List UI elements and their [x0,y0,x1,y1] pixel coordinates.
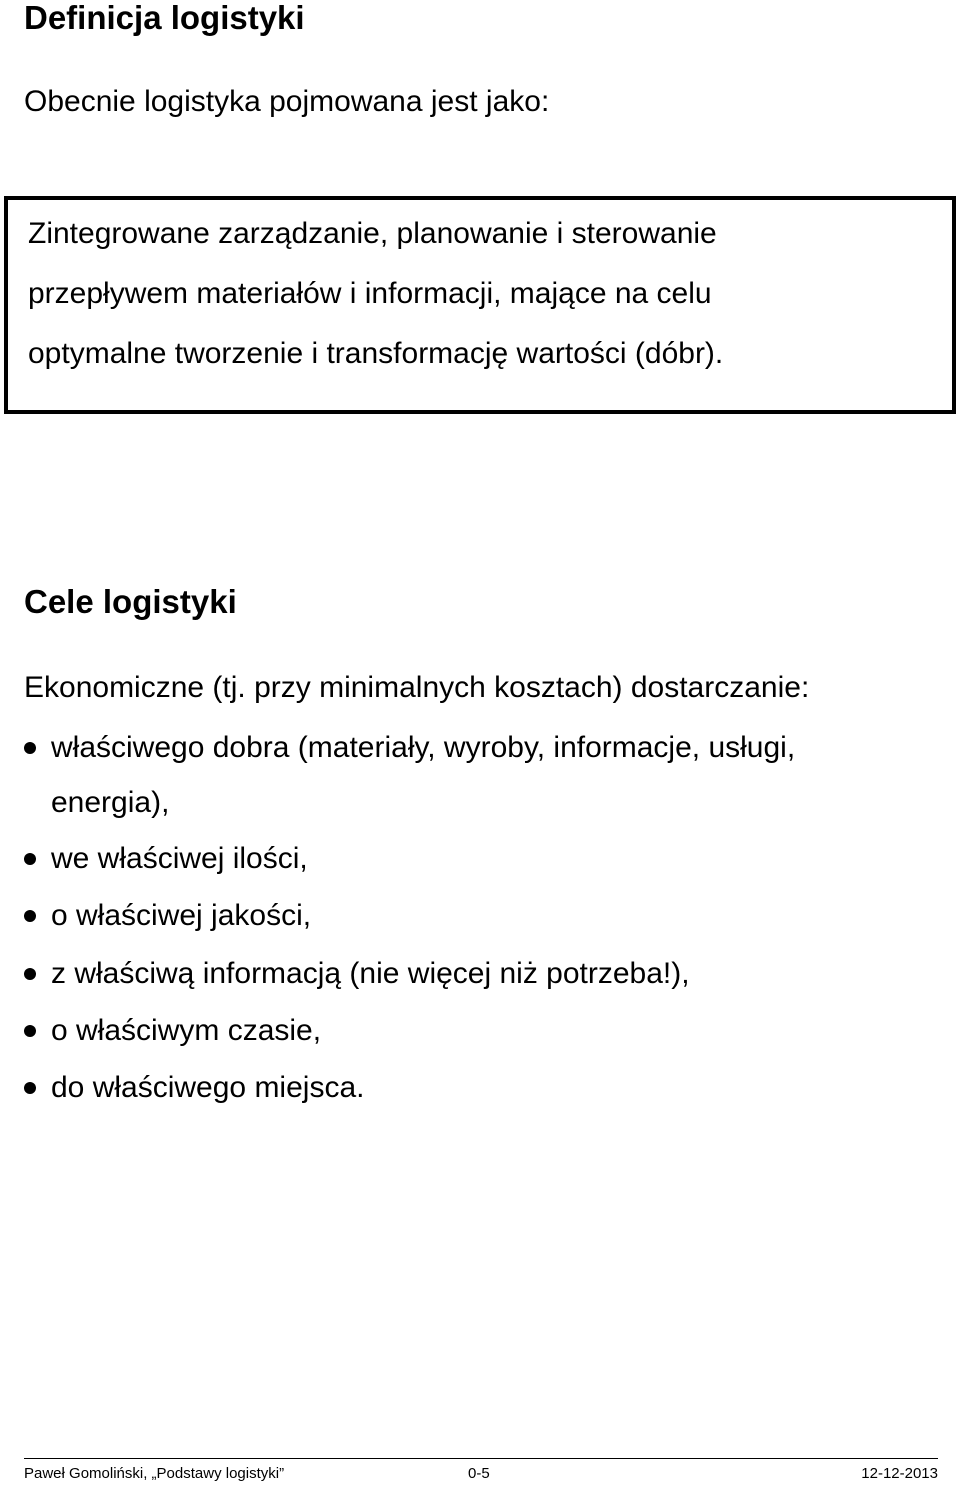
goals-lead-text: Ekonomiczne (tj. przy minimalnych kosztach) dostarczanie: [24,671,810,704]
definition-line: przepływem materiałów i informacji, mające na celu [28,277,712,310]
definition-line: optymalne tworzenie i transformację wartości (dóbr). [28,337,724,370]
bullet-icon [24,1082,36,1094]
list-item [0,728,960,768]
bullet-icon [24,968,36,980]
intro-text: Obecnie logistyka pojmowana jest jako: [24,85,550,118]
list-item [0,896,960,936]
footer-author-title: Paweł Gomoliński, „Podstawy logistyki” [24,1465,285,1482]
page-title: Definicja logistyki [24,0,305,36]
list-item-text: we właściwej ilości, [51,842,308,875]
list-item-text: o właściwym czasie, [51,1014,322,1047]
list-item-text: do właściwego miejsca. [51,1071,365,1104]
list-item [0,1068,960,1108]
list-item-text: właściwego dobra (materiały, wyroby, informacje, usługi, [51,731,796,764]
list-item-text: o właściwej jakości, [51,899,312,932]
list-item [0,1011,960,1051]
bullet-icon [24,910,36,922]
list-item [0,839,960,879]
footer-divider [24,1458,938,1459]
definition-line: Zintegrowane zarządzanie, planowanie i sterowanie [28,217,717,250]
list-item-text: z właściwą informacją (nie więcej niż potrzeba!), [51,957,690,990]
footer-date: 12-12-2013 [861,1465,938,1482]
list-item-continuation: energia), [51,786,170,819]
bullet-icon [24,742,36,754]
footer-page-number: 0-5 [468,1465,490,1482]
definition-box [4,196,956,414]
section-title-goals: Cele logistyki [24,583,237,620]
bullet-icon [24,853,36,865]
bullet-icon [24,1025,36,1037]
list-item [0,954,960,994]
